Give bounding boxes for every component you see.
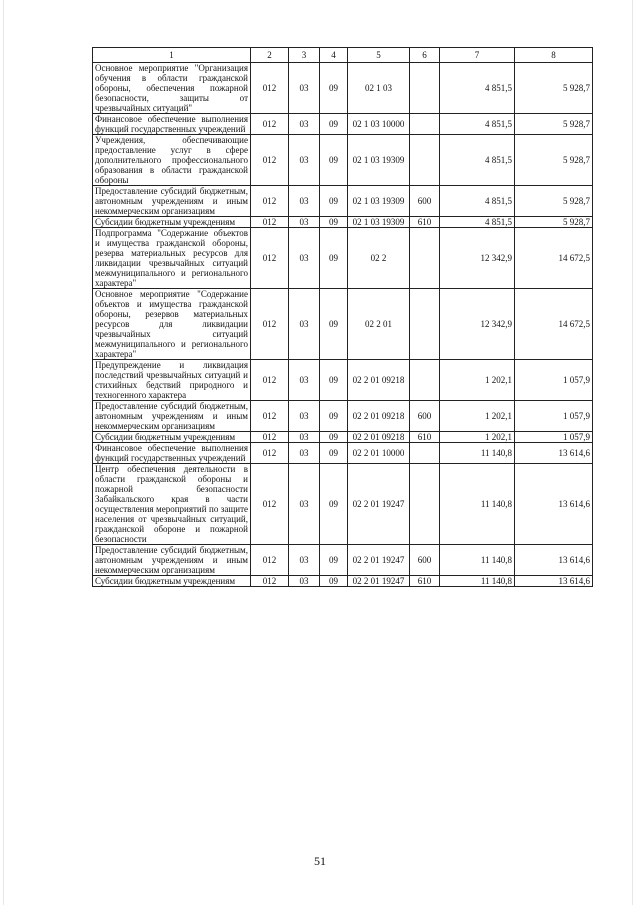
amount-year2-cell: 14 672,5 — [515, 289, 593, 360]
section-cell: 03 — [289, 360, 320, 401]
admin-code-cell: 012 — [251, 63, 289, 114]
amount-year1-cell: 12 342,9 — [440, 228, 515, 289]
section-cell: 03 — [289, 217, 320, 228]
row-name-cell: Финансовое обеспечение выполнения функций государственных учреждений — [93, 443, 251, 464]
subsection-cell: 09 — [320, 360, 348, 401]
section-cell: 03 — [289, 545, 320, 576]
admin-code-cell: 012 — [251, 228, 289, 289]
subsection-cell: 09 — [320, 63, 348, 114]
row-name-cell: Основное мероприятие "Организация обучения в области гражданской обороны, обеспечения пожарной безопасности, защиты от чрезвычайных ситуаций" — [93, 63, 251, 114]
amount-year1-cell: 1 202,1 — [440, 401, 515, 432]
admin-code-cell: 012 — [251, 432, 289, 443]
expense-type-cell — [410, 289, 440, 360]
row-name-cell: Предоставление субсидий бюджетным, автономным учреждениям и иным некоммерческим организациям — [93, 186, 251, 217]
table-row — [93, 63, 593, 114]
expense-type-cell: 610 — [410, 432, 440, 443]
amount-year1-cell: 4 851,5 — [440, 135, 515, 186]
amount-year1-cell: 4 851,5 — [440, 186, 515, 217]
table-row — [93, 432, 593, 443]
target-article-cell: 02 2 01 09218 — [348, 360, 410, 401]
target-article-cell: 02 2 01 19247 — [348, 545, 410, 576]
column-header: 3 — [289, 48, 320, 63]
column-header: 4 — [320, 48, 348, 63]
amount-year2-cell: 13 614,6 — [515, 443, 593, 464]
amount-year2-cell: 14 672,5 — [515, 228, 593, 289]
expense-type-cell — [410, 114, 440, 135]
table-row — [93, 464, 593, 545]
admin-code-cell: 012 — [251, 545, 289, 576]
subsection-cell: 09 — [320, 401, 348, 432]
target-article-cell: 02 1 03 19309 — [348, 186, 410, 217]
admin-code-cell: 012 — [251, 401, 289, 432]
subsection-cell: 09 — [320, 186, 348, 217]
target-article-cell: 02 1 03 19309 — [348, 135, 410, 186]
target-article-cell: 02 2 01 09218 — [348, 432, 410, 443]
section-cell: 03 — [289, 443, 320, 464]
amount-year1-cell: 1 202,1 — [440, 360, 515, 401]
amount-year2-cell: 5 928,7 — [515, 217, 593, 228]
expense-type-cell: 600 — [410, 186, 440, 217]
column-header: 6 — [410, 48, 440, 63]
table-row — [93, 135, 593, 186]
table-row — [93, 443, 593, 464]
column-header: 1 — [93, 48, 251, 63]
table-row — [93, 576, 593, 587]
row-name-cell: Финансовое обеспечение выполнения функций государственных учреждений — [93, 114, 251, 135]
row-name-cell: Основное мероприятие "Содержание объектов и имущества гражданской обороны, резервов материальных ресурсов для ликвидации чрезвычайных ситуаций межмуниципального и регионального характера" — [93, 289, 251, 360]
table-row — [93, 217, 593, 228]
admin-code-cell: 012 — [251, 576, 289, 587]
subsection-cell: 09 — [320, 217, 348, 228]
amount-year1-cell: 12 342,9 — [440, 289, 515, 360]
subsection-cell: 09 — [320, 464, 348, 545]
subsection-cell: 09 — [320, 576, 348, 587]
expense-type-cell: 600 — [410, 401, 440, 432]
admin-code-cell: 012 — [251, 217, 289, 228]
section-cell: 03 — [289, 401, 320, 432]
amount-year2-cell: 1 057,9 — [515, 401, 593, 432]
subsection-cell: 09 — [320, 228, 348, 289]
admin-code-cell: 012 — [251, 443, 289, 464]
table-row — [93, 114, 593, 135]
amount-year2-cell: 13 614,6 — [515, 576, 593, 587]
row-name-cell: Субсидии бюджетным учреждениям — [93, 217, 251, 228]
column-header: 7 — [440, 48, 515, 63]
amount-year1-cell: 11 140,8 — [440, 443, 515, 464]
amount-year2-cell: 5 928,7 — [515, 63, 593, 114]
expense-type-cell: 600 — [410, 545, 440, 576]
target-article-cell: 02 2 01 — [348, 289, 410, 360]
column-header: 5 — [348, 48, 410, 63]
subsection-cell: 09 — [320, 114, 348, 135]
row-name-cell: Предоставление субсидий бюджетным, автономным учреждениям и иным некоммерческим организациям — [93, 401, 251, 432]
expense-type-cell: 610 — [410, 576, 440, 587]
expense-type-cell — [410, 63, 440, 114]
amount-year1-cell: 11 140,8 — [440, 464, 515, 545]
admin-code-cell: 012 — [251, 360, 289, 401]
expense-type-cell — [410, 360, 440, 401]
target-article-cell: 02 2 01 09218 — [348, 401, 410, 432]
subsection-cell: 09 — [320, 545, 348, 576]
target-article-cell: 02 1 03 — [348, 63, 410, 114]
expense-type-cell: 610 — [410, 217, 440, 228]
amount-year1-cell: 4 851,5 — [440, 217, 515, 228]
target-article-cell: 02 2 01 19247 — [348, 464, 410, 545]
section-cell: 03 — [289, 135, 320, 186]
row-name-cell: Субсидии бюджетным учреждениям — [93, 576, 251, 587]
section-cell: 03 — [289, 228, 320, 289]
column-header: 2 — [251, 48, 289, 63]
row-name-cell: Учреждения, обеспечивающие предоставление услуг в сфере дополнительного профессионального образования в области гражданской обороны — [93, 135, 251, 186]
row-name-cell: Субсидии бюджетным учреждениям — [93, 432, 251, 443]
admin-code-cell: 012 — [251, 186, 289, 217]
target-article-cell: 02 2 — [348, 228, 410, 289]
scan-edge-right — [632, 0, 633, 905]
amount-year1-cell: 1 202,1 — [440, 432, 515, 443]
admin-code-cell: 012 — [251, 135, 289, 186]
section-cell: 03 — [289, 464, 320, 545]
amount-year2-cell: 13 614,6 — [515, 464, 593, 545]
amount-year2-cell: 5 928,7 — [515, 186, 593, 217]
expense-type-cell — [410, 135, 440, 186]
section-cell: 03 — [289, 432, 320, 443]
scan-edge-left — [3, 0, 4, 905]
amount-year2-cell: 1 057,9 — [515, 360, 593, 401]
column-header: 8 — [515, 48, 593, 63]
amount-year1-cell: 11 140,8 — [440, 545, 515, 576]
table-row — [93, 186, 593, 217]
section-cell: 03 — [289, 63, 320, 114]
amount-year1-cell: 4 851,5 — [440, 114, 515, 135]
row-name-cell: Предупреждение и ликвидация последствий чрезвычайных ситуаций и стихийных бедствий природного и техногенного характера — [93, 360, 251, 401]
section-cell: 03 — [289, 289, 320, 360]
target-article-cell: 02 2 01 19247 — [348, 576, 410, 587]
section-cell: 03 — [289, 576, 320, 587]
expense-type-cell — [410, 464, 440, 545]
row-name-cell: Подпрограмма "Содержание объектов и имущества гражданской обороны, резерва материальных ресурсов для ликвидации чрезвычайных ситуаций межмуниципального и регионального характера" — [93, 228, 251, 289]
expense-type-cell — [410, 228, 440, 289]
target-article-cell: 02 1 03 10000 — [348, 114, 410, 135]
table-header-row — [93, 48, 593, 63]
amount-year2-cell: 1 057,9 — [515, 432, 593, 443]
admin-code-cell: 012 — [251, 289, 289, 360]
amount-year2-cell: 13 614,6 — [515, 545, 593, 576]
amount-year2-cell: 5 928,7 — [515, 135, 593, 186]
amount-year1-cell: 11 140,8 — [440, 576, 515, 587]
table-row — [93, 289, 593, 360]
subsection-cell: 09 — [320, 443, 348, 464]
subsection-cell: 09 — [320, 289, 348, 360]
subsection-cell: 09 — [320, 432, 348, 443]
subsection-cell: 09 — [320, 135, 348, 186]
target-article-cell: 02 1 03 19309 — [348, 217, 410, 228]
section-cell: 03 — [289, 186, 320, 217]
table-row — [93, 360, 593, 401]
row-name-cell: Предоставление субсидий бюджетным, автономным учреждениям и иным некоммерческим организациям — [93, 545, 251, 576]
page-number: 51 — [314, 854, 326, 868]
expense-type-cell — [410, 443, 440, 464]
amount-year1-cell: 4 851,5 — [440, 63, 515, 114]
section-cell: 03 — [289, 114, 320, 135]
table-row — [93, 545, 593, 576]
table-row — [93, 228, 593, 289]
amount-year2-cell: 5 928,7 — [515, 114, 593, 135]
target-article-cell: 02 2 01 10000 — [348, 443, 410, 464]
table-row — [93, 401, 593, 432]
budget-table — [92, 47, 593, 587]
admin-code-cell: 012 — [251, 464, 289, 545]
admin-code-cell: 012 — [251, 114, 289, 135]
row-name-cell: Центр обеспечения деятельности в области гражданской обороны и пожарной безопасности Забайкальского края в части осуществления мероприятий по защите населения от чрезвычайных ситуаций, гражданской обороне и пожарной безопасности — [93, 464, 251, 545]
